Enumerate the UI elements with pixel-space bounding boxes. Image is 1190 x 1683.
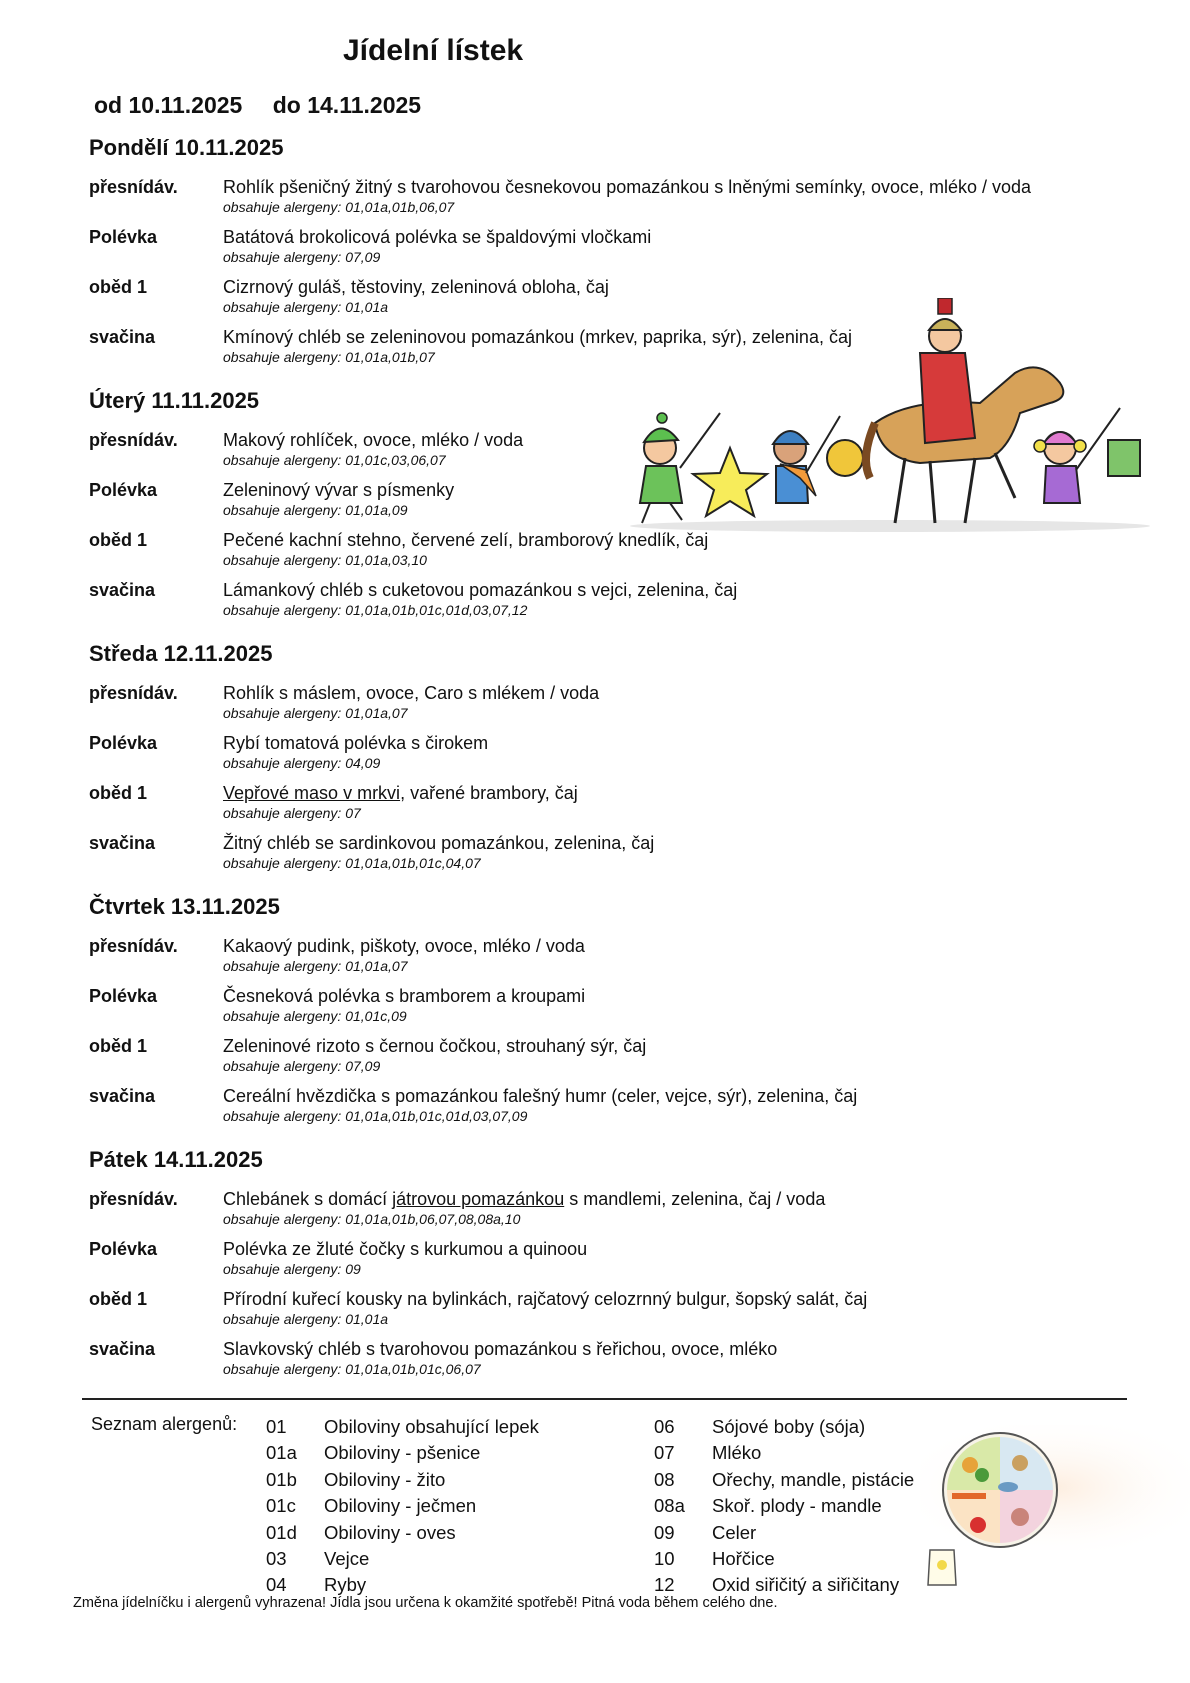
- allergen-item: [654, 1493, 914, 1519]
- page-title: Jídelní lístek: [343, 34, 524, 67]
- allergen-name: Obiloviny - ječmen: [324, 1495, 477, 1517]
- meal-allergens: obsahuje alergeny: 07,09: [223, 1058, 381, 1074]
- meal-row: [89, 832, 1139, 882]
- meal-label: přesnídáv.: [89, 1189, 178, 1209]
- meal-allergens: obsahuje alergeny: 01,01c,09: [223, 1008, 407, 1024]
- allergen-item: [654, 1440, 914, 1466]
- meal-label: oběd 1: [89, 277, 148, 297]
- meal-label: svačina: [89, 580, 156, 600]
- allergen-code: 01c: [266, 1495, 296, 1517]
- meal-row: [89, 682, 1139, 732]
- meal-row: [89, 732, 1139, 782]
- allergen-name: Obiloviny - žito: [324, 1468, 446, 1490]
- meal-text: Makový rohlíček, ovoce, mléko / voda: [223, 430, 524, 450]
- allergen-name: Hořčice: [712, 1547, 775, 1569]
- allergen-code: 10: [654, 1547, 675, 1569]
- meal-label: oběd 1: [89, 1289, 148, 1309]
- meal-text-before: Chlebánek s domácí: [223, 1189, 393, 1209]
- meal-allergens: obsahuje alergeny: 09: [223, 1261, 361, 1277]
- allergen-item: [654, 1467, 914, 1493]
- meal-label: svačina: [89, 327, 156, 347]
- allergen-code: 08: [654, 1468, 675, 1490]
- meal-row: [89, 176, 1139, 226]
- date-to: do 14.11.2025: [272, 92, 422, 118]
- allergen-name: Obiloviny - oves: [324, 1521, 456, 1543]
- date-from: od 10.11.2025: [94, 92, 243, 118]
- meal-text: Rohlík s máslem, ovoce, Caro s mlékem / voda: [223, 683, 600, 703]
- allergen-name: Skoř. plody - mandle: [712, 1495, 882, 1517]
- meal-text: Batátová brokolicová polévka se špaldovými vločkami: [223, 227, 652, 247]
- meal-allergens: obsahuje alergeny: 01,01a,01b,01c,04,07: [223, 855, 481, 871]
- meal-label: Polévka: [89, 480, 158, 500]
- allergen-name: Obiloviny - pšenice: [324, 1442, 481, 1464]
- meal-label: přesnídáv.: [89, 936, 178, 956]
- allergen-legend-right: [654, 1414, 914, 1599]
- allergen-item: [266, 1414, 539, 1440]
- meal-label: oběd 1: [89, 530, 148, 550]
- meal-row: [89, 1288, 1139, 1338]
- pitcher-icon: [928, 1550, 956, 1585]
- meal-label: přesnídáv.: [89, 683, 178, 703]
- allergen-name: Sójové boby (sója): [712, 1416, 866, 1437]
- allergen-item: [266, 1520, 539, 1546]
- meal-text: Cizrnový guláš, těstoviny, zeleninová obloha, čaj: [223, 277, 609, 297]
- meal-row: [89, 479, 1139, 529]
- meal-text: Kmínový chléb se zeleninovou pomazánkou (mrkev, paprika, sýr), zelenina, čaj: [223, 327, 852, 347]
- meal-allergens: obsahuje alergeny: 01,01a,01b,06,07: [223, 199, 455, 215]
- meal-row: [89, 226, 1139, 276]
- meal-text-rest: , vařené brambory, čaj: [400, 783, 578, 803]
- meal-allergens: obsahuje alergeny: 01,01a,01b,01c,06,07: [223, 1361, 481, 1377]
- allergen-name: Celer: [712, 1521, 757, 1543]
- allergen-name: Vejce: [324, 1547, 370, 1569]
- day-section: [89, 636, 1139, 882]
- allergen-legend-label: Seznam alergenů:: [91, 1414, 238, 1434]
- meal-label: Polévka: [89, 733, 158, 753]
- meal-label: Polévka: [89, 1239, 158, 1259]
- day-section: [89, 1142, 1139, 1388]
- meal-label: svačina: [89, 1339, 156, 1359]
- allergen-item: [266, 1440, 539, 1466]
- meal-label: Polévka: [89, 986, 158, 1006]
- allergen-code: 06: [654, 1416, 675, 1437]
- meal-label: oběd 1: [89, 783, 148, 803]
- meal-allergens: obsahuje alergeny: 01,01a,07: [223, 958, 408, 974]
- allergen-code: 07: [654, 1442, 675, 1464]
- meal-text: Pečené kachní stehno, červené zelí, bramborový knedlík, čaj: [223, 530, 709, 550]
- meal-label: Polévka: [89, 227, 158, 247]
- meal-text: Žitný chléb se sardinkovou pomazánkou, zelenina, čaj: [223, 833, 655, 853]
- meal-text: Lámankový chléb s cuketovou pomazánkou s vejci, zelenina, čaj: [223, 580, 738, 600]
- allergen-code: 09: [654, 1521, 675, 1543]
- meal-allergens: obsahuje alergeny: 01,01a,07: [223, 705, 408, 721]
- meal-text: Rybí tomatová polévka s čirokem: [223, 733, 489, 753]
- meal-row: [89, 935, 1139, 985]
- allergen-name: Oxid siřičitý a siřičitany: [712, 1574, 900, 1596]
- allergen-item: [266, 1467, 539, 1493]
- meal-text: Česneková polévka s bramborem a kroupami: [223, 986, 586, 1006]
- day-title: Čtvrtek 13.11.2025: [89, 894, 280, 919]
- meal-text: Cereální hvězdička s pomazánkou falešný humr (celer, vejce, sýr), zelenina, čaj: [223, 1086, 858, 1106]
- allergen-name: Mléko: [712, 1442, 762, 1464]
- meal-allergens: obsahuje alergeny: 01,01a,01b,01c,01d,03,07,12: [223, 602, 528, 618]
- meal-text: Polévka ze žluté čočky s kurkumou a quinoou: [223, 1239, 588, 1259]
- allergen-code: 01d: [266, 1521, 297, 1543]
- day-section: [89, 130, 1139, 376]
- meal-label: přesnídáv.: [89, 177, 178, 197]
- meal-text: Slavkovský chléb s tvarohovou pomazánkou s řeřichou, ovoce, mléko: [223, 1339, 778, 1359]
- allergen-item: [654, 1520, 914, 1546]
- meal-text: [223, 1188, 825, 1210]
- meal-row: [89, 1188, 1139, 1238]
- allergen-legend-left: [266, 1414, 539, 1599]
- meal-row: [89, 326, 1139, 376]
- meal-text: Kakaový pudink, piškoty, ovoce, mléko / voda: [223, 936, 585, 956]
- food-plate-illustration: [920, 1425, 1190, 1600]
- meal-row: [89, 1085, 1139, 1135]
- meal-row: [89, 276, 1139, 326]
- meal-row: [89, 1238, 1139, 1288]
- meal-text-underlined: játrovou pomazánkou: [392, 1189, 565, 1209]
- meal-label: přesnídáv.: [89, 430, 178, 450]
- allergen-name: Obiloviny obsahující lepek: [324, 1416, 539, 1437]
- meal-text: Zeleninový vývar s písmenky: [223, 480, 455, 500]
- allergen-item: [654, 1546, 914, 1572]
- day-title: Úterý 11.11.2025: [89, 388, 260, 413]
- allergen-item: [266, 1493, 539, 1519]
- day-title: Pátek 14.11.2025: [89, 1147, 263, 1172]
- day-section: [89, 383, 1139, 629]
- meal-label: svačina: [89, 1086, 156, 1106]
- meal-row: [89, 529, 1139, 579]
- day-title: Pondělí 10.11.2025: [89, 135, 284, 160]
- date-range: [94, 92, 445, 119]
- meal-text: Zeleninové rizoto s černou čočkou, strouhaný sýr, čaj: [223, 1036, 647, 1056]
- meal-allergens: obsahuje alergeny: 01,01a,09: [223, 502, 408, 518]
- allergen-code: 01a: [266, 1442, 297, 1464]
- meal-label: oběd 1: [89, 1036, 148, 1056]
- day-section: [89, 889, 1139, 1135]
- allergen-item: [654, 1414, 914, 1440]
- meal-text: Přírodní kuřecí kousky na bylinkách, rajčatový celozrnný bulgur, šopský salát, čaj: [223, 1289, 868, 1309]
- allergen-item: [266, 1546, 539, 1572]
- meal-allergens: obsahuje alergeny: 01,01a: [223, 1311, 389, 1327]
- allergen-name: Ořechy, mandle, pistácie: [712, 1468, 915, 1490]
- divider: [82, 1398, 1127, 1400]
- meal-allergens: obsahuje alergeny: 01,01c,03,06,07: [223, 452, 446, 468]
- allergen-code: 08a: [654, 1495, 685, 1517]
- allergen-name: Ryby: [324, 1574, 367, 1596]
- allergen-code: 12: [654, 1574, 675, 1596]
- meal-row: [89, 429, 1139, 479]
- meal-row: [89, 579, 1139, 629]
- meal-row: [89, 782, 1139, 832]
- meal-row: [89, 985, 1139, 1035]
- allergen-code: 01: [266, 1416, 287, 1437]
- meal-row: [89, 1035, 1139, 1085]
- meal-allergens: obsahuje alergeny: 01,01a,03,10: [223, 552, 427, 568]
- allergen-code: 04: [266, 1574, 287, 1596]
- day-title: Středa 12.11.2025: [89, 641, 273, 666]
- meal-allergens: obsahuje alergeny: 01,01a,01b,01c,01d,03,07,09: [223, 1108, 528, 1124]
- meal-text-underlined: Vepřové maso v mrkvi: [223, 783, 401, 803]
- allergen-code: 01b: [266, 1468, 297, 1490]
- meal-text-rest: s mandlemi, zelenina, čaj / voda: [564, 1189, 826, 1209]
- meal-allergens: obsahuje alergeny: 04,09: [223, 755, 381, 771]
- meal-text: Rohlík pšeničný žitný s tvarohovou česnekovou pomazánkou s lněnými semínky, ovoce, mléko / voda: [223, 177, 1032, 197]
- meal-label: svačina: [89, 833, 156, 853]
- meal-row: [89, 1338, 1139, 1388]
- allergen-code: 03: [266, 1547, 287, 1569]
- footer-note: Změna jídelníčku i alergenů vyhrazena! Jídla jsou určena k okamžité spotřebě! Pitná voda během celého dne.: [73, 1595, 778, 1611]
- meal-allergens: obsahuje alergeny: 07,09: [223, 249, 381, 265]
- meal-allergens: obsahuje alergeny: 01,01a,01b,07: [223, 349, 435, 365]
- meal-text: [223, 782, 578, 804]
- meal-allergens: obsahuje alergeny: 07: [223, 805, 361, 821]
- meal-allergens: obsahuje alergeny: 01,01a,01b,06,07,08,08a,10: [223, 1211, 521, 1227]
- meal-allergens: obsahuje alergeny: 01,01a: [223, 299, 389, 315]
